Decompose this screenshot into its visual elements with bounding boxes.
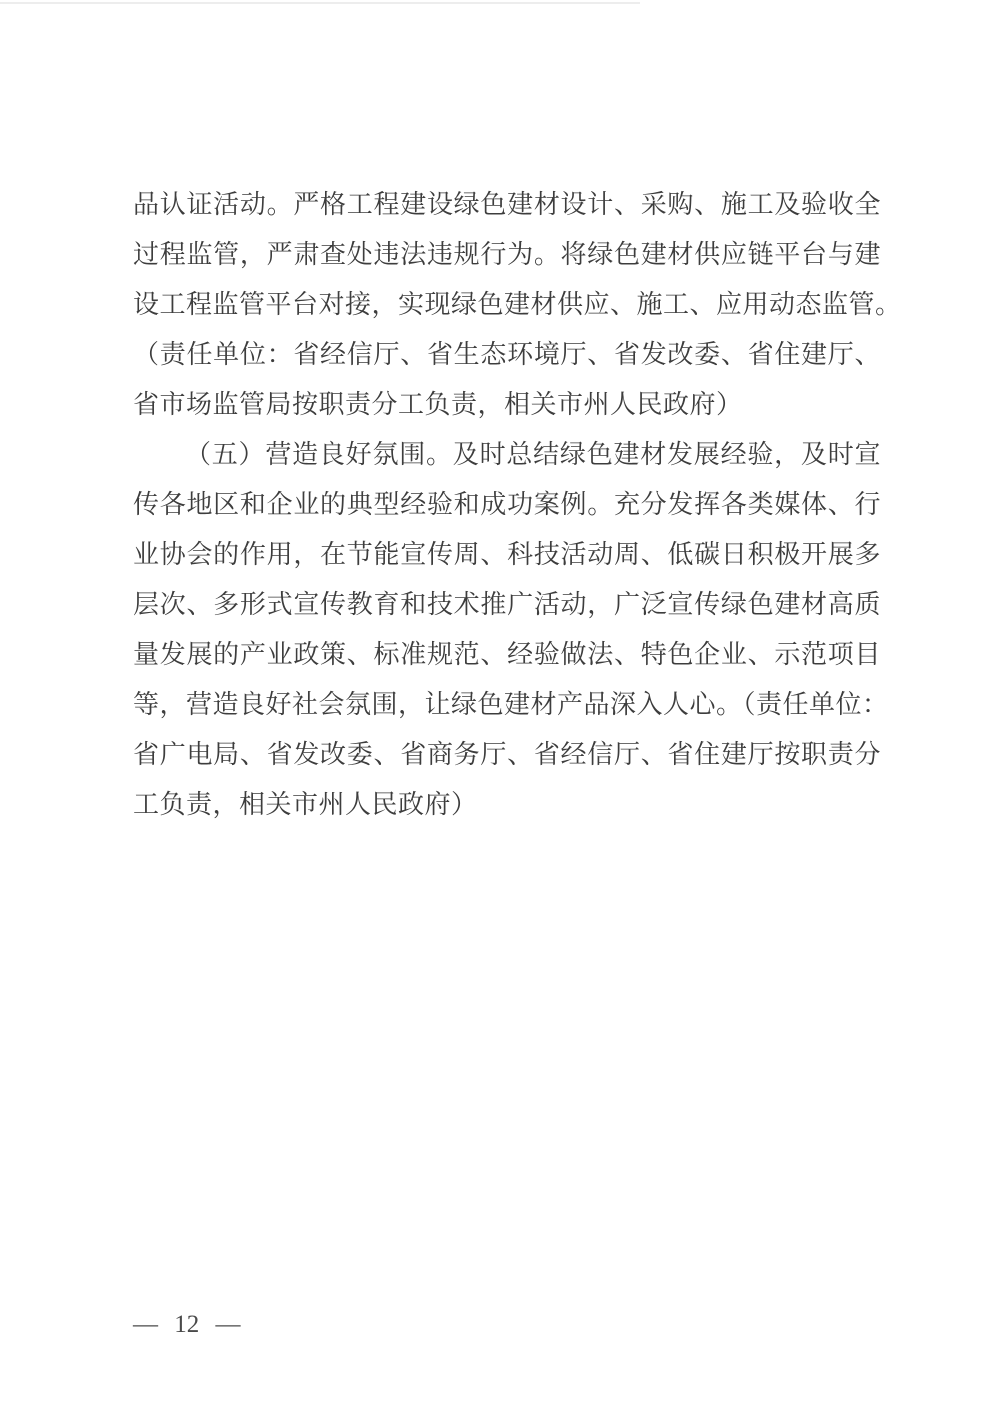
text-line: 省广电局、省发改委、省商务厅、省经信厅、省住建厅按职责分 [133,740,881,769]
text-line: 品认证活动。严格工程建设绿色建材设计、采购、施工及验收全 [133,190,881,219]
scan-artifact-line [0,2,640,4]
body-text [133,180,902,830]
text-line: 等，营造良好社会氛围，让绿色建材产品深入人心。（责任单位： [133,690,889,719]
text-line: 设工程监管平台对接，实现绿色建材供应、施工、应用动态监管。 [133,290,902,319]
text-line: 工负责，相关市州人民政府） [133,790,478,819]
page-number: — 12 — [133,1311,241,1338]
text-line: 省市场监管局按职责分工负责，相关市州人民政府） [133,390,743,419]
text-line: 过程监管，严肃查处违法违规行为。将绿色建材供应链平台与建 [133,240,881,269]
text-line: （责任单位：省经信厅、省生态环境厅、省发改委、省住建厅、 [133,340,881,369]
text-line-section-heading: （五）营造良好氛围。及时总结绿色建材发展经验，及时宣 [185,440,881,469]
text-line: 量发展的产业政策、标准规范、经验做法、特色企业、示范项目 [133,640,881,669]
text-line: 业协会的作用，在节能宣传周、科技活动周、低碳日积极开展多 [133,540,881,569]
text-line: 传各地区和企业的典型经验和成功案例。充分发挥各类媒体、行 [133,490,881,519]
text-line: 层次、多形式宣传教育和技术推广活动，广泛宣传绿色建材高质 [133,590,881,619]
